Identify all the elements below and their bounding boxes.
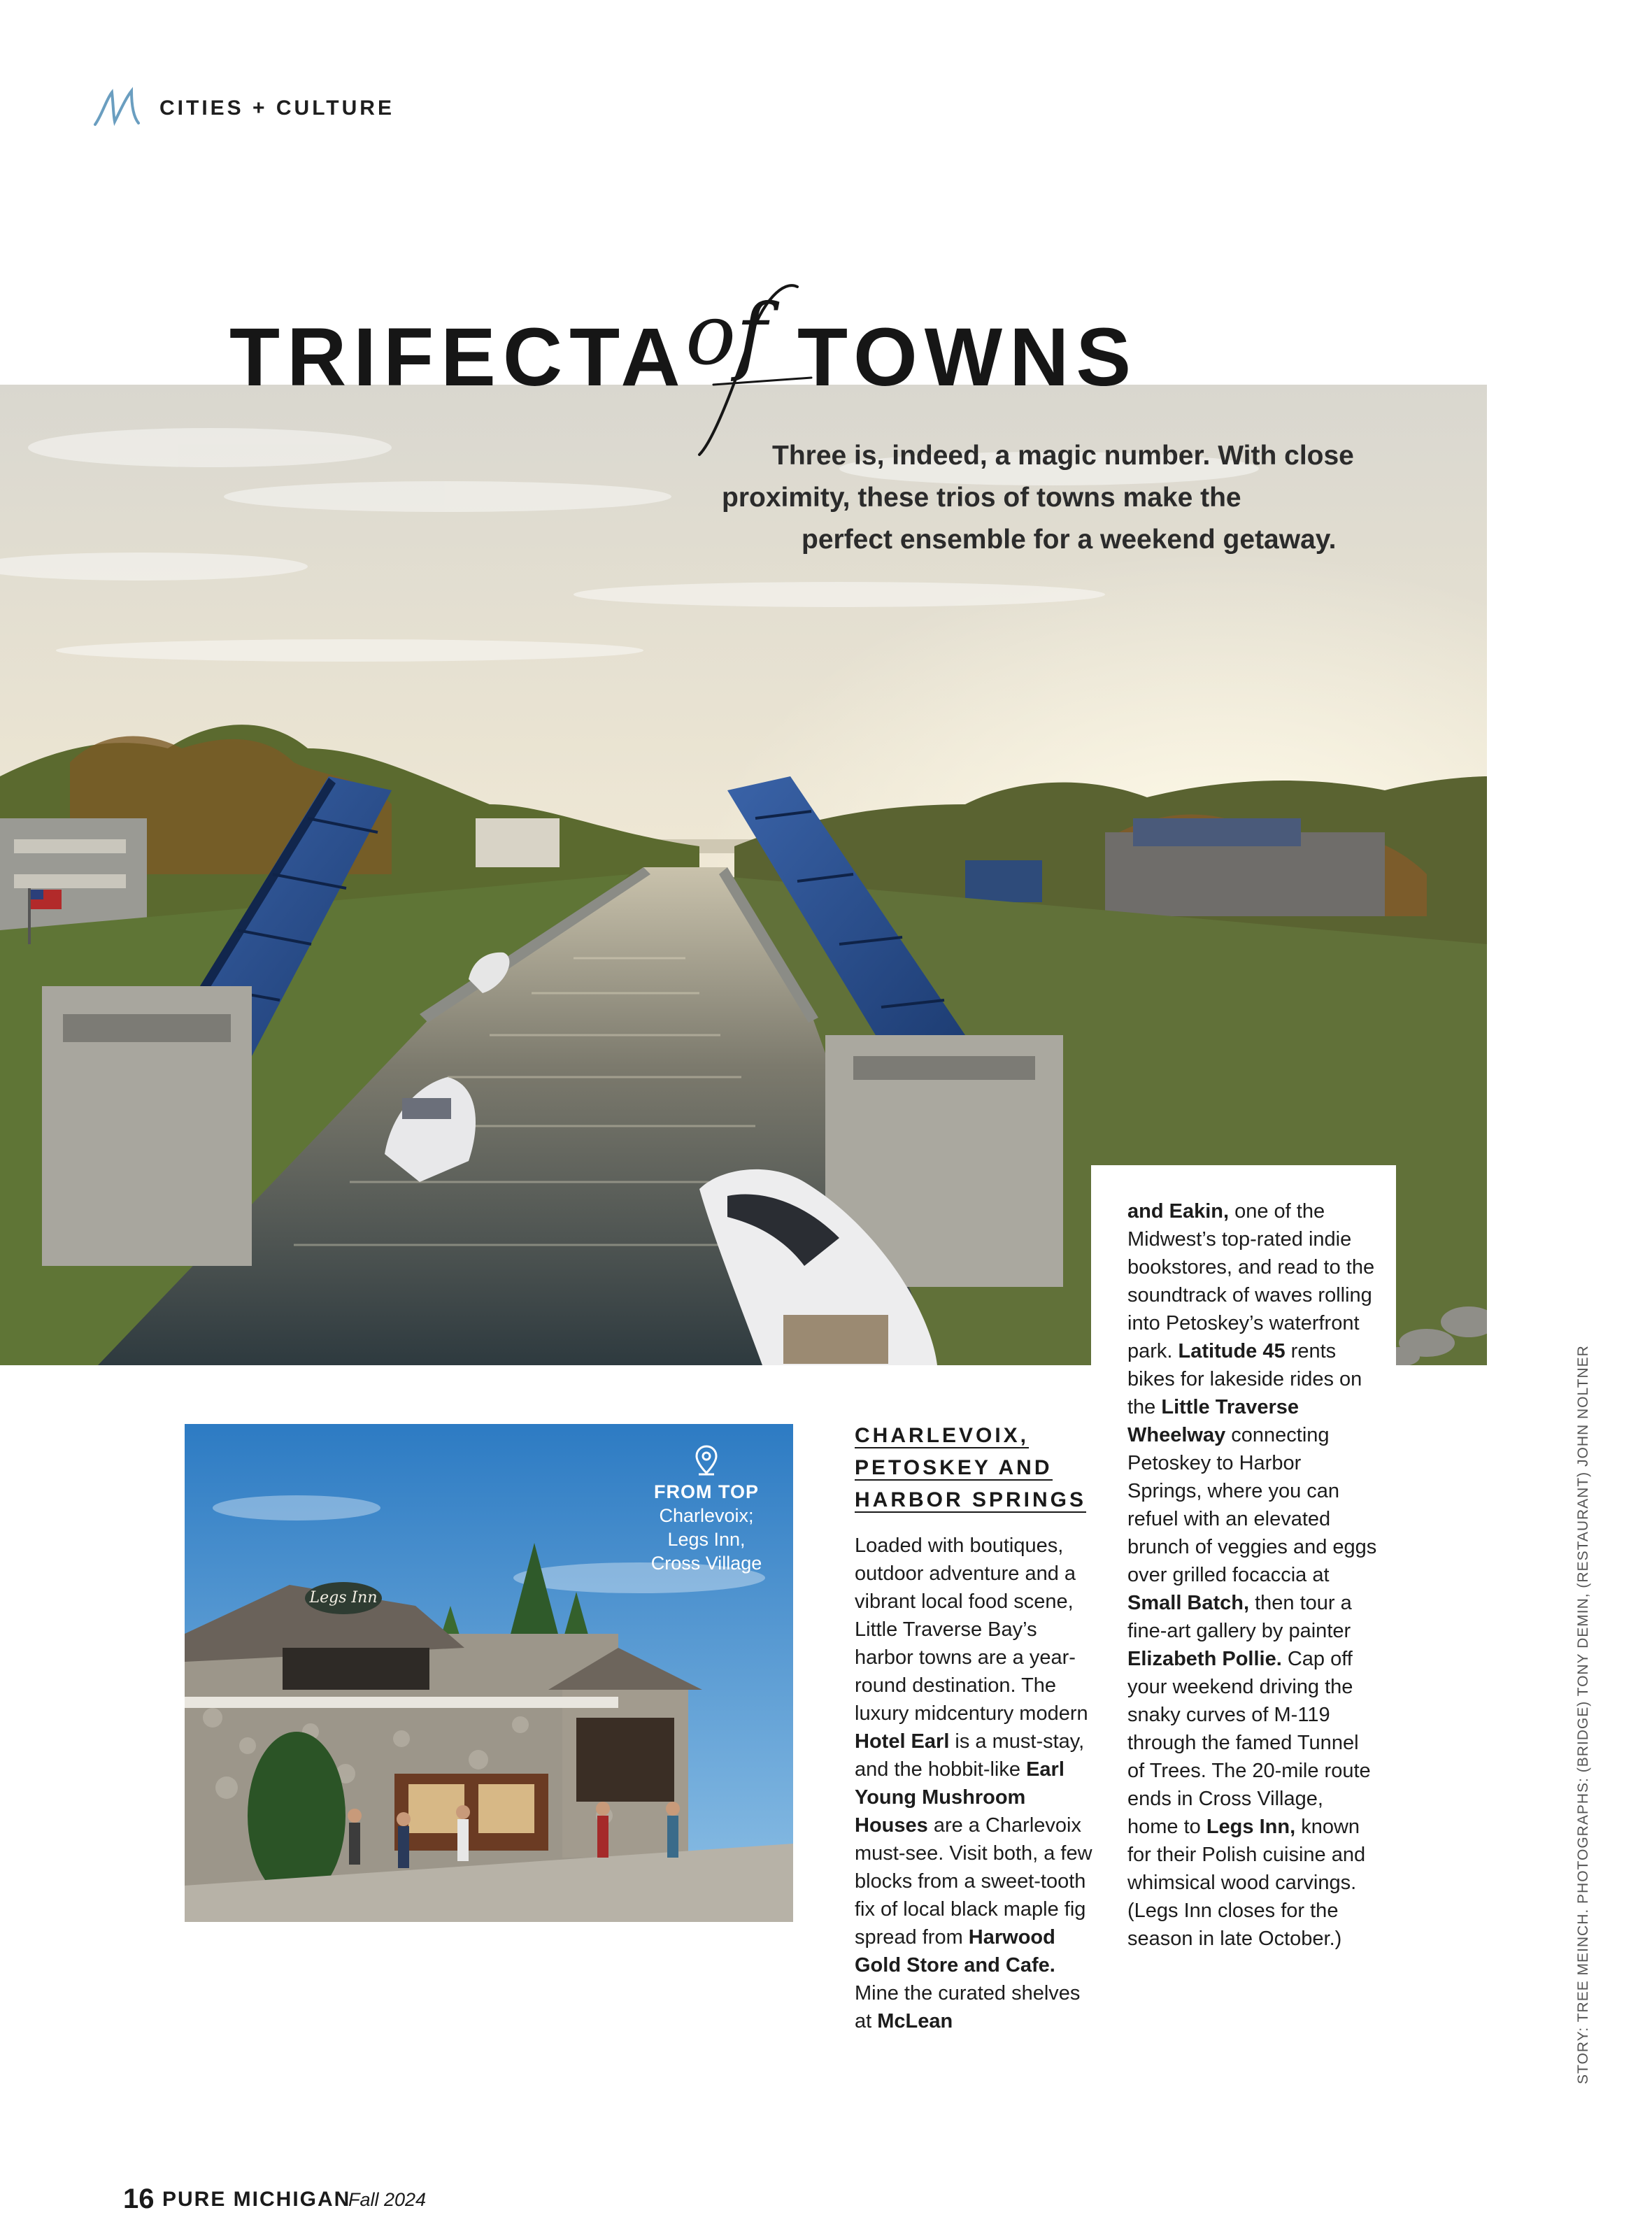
text-run: are a Charlevoix must-see. Visit both, a few blocks from a sweet-tooth fix of local black maple fig spread from [855,1814,1092,1949]
issue-label: Fall 2024 [348,2189,427,2210]
legs-inn-sign: Legs Inn [305,1582,382,1614]
caption-line-1: Charlevoix; [659,1505,754,1526]
bold-run: McLean [877,2010,953,2032]
dek-line-2: proximity, these trios of towns make the [722,483,1241,513]
caption-line-2: Legs Inn, [667,1529,746,1550]
bold-run: Small Batch, [1127,1592,1250,1614]
dek-line-1: Three is, indeed, a magic number. With close [772,441,1354,471]
photo-caption [629,1445,783,1575]
body-column-2 [1127,1197,1379,1953]
location-pin-icon [695,1445,718,1476]
dek-intro [713,435,1385,561]
subhead-line-2: PETOSKEY AND [855,1456,1053,1479]
caption-line-3: Cross Village [650,1553,762,1574]
bold-run: Hotel Earl [855,1730,950,1753]
text-run: is a must-stay, and the hobbit-like [855,1730,1085,1781]
text-run: Cap off your weekend driving the snaky curves of M-119 through the famed Tunnel of Trees. The 20-mile route ends in Cross Village, home to [1127,1648,1371,1838]
photo-credit: STORY: TREE MEINCH. PHOTOGRAPHS: (BRIDGE) TONY DEMIN, (RESTAURANT) JOHN NOLTNER [1575,1345,1591,2084]
section-subhead [855,1420,1092,1516]
bold-run: Legs Inn, [1206,1816,1296,1838]
title-of-script: of [685,287,767,384]
text-run: Mine the curated shelves at [855,1982,1081,2032]
bold-run: Harwood Gold Store and Cafe. [855,1926,1055,1977]
page-number: 16 [123,2184,155,2214]
text-run: one of the Midwest’s top-rated indie bookstores, and read to the soundtrack of waves rolling into Petoskey’s waterfront park. [1127,1200,1375,1362]
section-label: CITIES + CULTURE [159,97,394,120]
bold-run: Latitude 45 [1178,1340,1286,1362]
caption-title: FROM TOP [653,1481,759,1502]
title-towns: TOWNS [797,311,1139,404]
dek-line-3: perfect ensemble for a weekend getaway. [802,525,1337,555]
text-run: connecting Petoskey to Harbor Springs, where you can refuel with an elevated brunch of veggies and eggs over grilled focaccia at [1127,1424,1377,1586]
m-script-icon [92,87,148,129]
bold-run: Little Traverse Wheelway [1127,1396,1299,1446]
body-column-1 [855,1532,1092,2035]
title-trifecta: TRIFECTA [229,311,688,404]
bold-run: Elizabeth Pollie. [1127,1648,1282,1670]
text-run: then tour a fine-art gallery by painter [1127,1592,1352,1642]
bold-run: and Eakin, [1127,1200,1230,1223]
text-run: known for their Polish cuisine and whimsical wood carvings. (Legs Inn closes for the season in late October.) [1127,1816,1366,1950]
subhead-line-3: HARBOR SPRINGS [855,1488,1087,1511]
subhead-line-1: CHARLEVOIX, [855,1424,1030,1447]
bold-run: Earl Young Mushroom Houses [855,1758,1064,1837]
text-run: Loaded with boutiques, outdoor adventure and a vibrant local food scene, Little Traverse Bay’s harbor towns are a year-round destination. The luxury midcentury modern [855,1534,1088,1725]
magazine-name: PURE MICHIGAN [162,2188,351,2211]
text-run: rents bikes for lakeside rides on the [1127,1340,1362,1418]
